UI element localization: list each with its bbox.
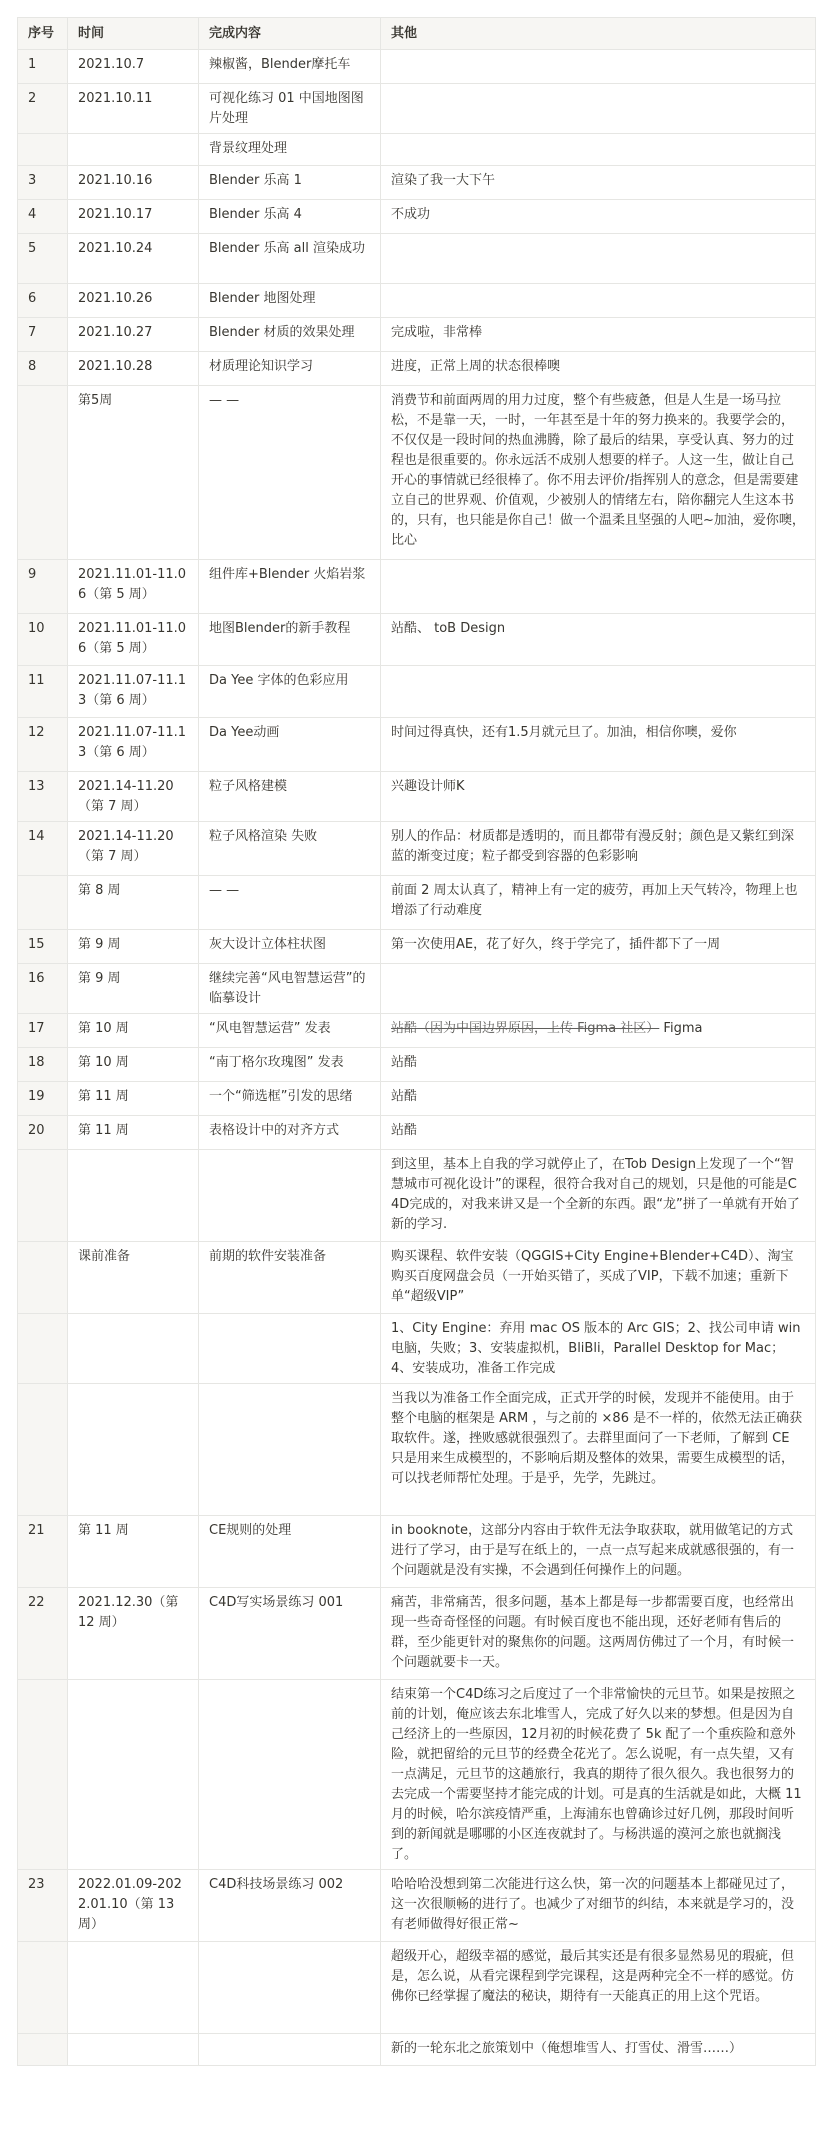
row-index-cell[interactable]: 17 <box>18 1014 68 1048</box>
row-content-cell[interactable]: 背景纹理处理 <box>199 134 381 166</box>
row-index-cell[interactable] <box>18 1150 68 1242</box>
row-time-cell[interactable]: 2021.14-11.20（第 7 周） <box>68 822 199 876</box>
row-content-cell[interactable]: 继续完善“风电智慧运营”的临摹设计 <box>199 964 381 1014</box>
table-row <box>18 964 816 1014</box>
row-notes-cell[interactable]: 完成啦，非常棒 <box>381 318 816 352</box>
row-time-cell[interactable]: 第 11 周 <box>68 1116 199 1150</box>
row-notes-cell[interactable]: 渲染了我一大下午 <box>381 166 816 200</box>
table-row <box>18 1314 816 1384</box>
row-content-cell[interactable]: “南丁格尔玫瑰图” 发表 <box>199 1048 381 1082</box>
row-time-cell[interactable]: 2021.10.24 <box>68 234 199 284</box>
row-content-cell[interactable]: 表格设计中的对齐方式 <box>199 1116 381 1150</box>
row-content-cell[interactable]: 粒子风格渲染 失败 <box>199 822 381 876</box>
table-row <box>18 284 816 318</box>
table-row <box>18 234 816 284</box>
row-content-cell[interactable]: Da Yee动画 <box>199 718 381 772</box>
table-row <box>18 1680 816 1870</box>
row-notes-cell[interactable]: 1、City Engine：弃用 mac OS 版本的 Arc GIS；2、找公司申请 win 电脑，失败；3、安装虚拟机，BliBli，Parallel Desktop for Mac；4、安装成功，准备工作完成 <box>381 1314 816 1384</box>
table-row <box>18 318 816 352</box>
table-row <box>18 1384 816 1516</box>
row-time-cell[interactable]: 2021.10.7 <box>68 50 199 84</box>
row-index-cell[interactable]: 10 <box>18 614 68 666</box>
row-index-cell[interactable] <box>18 1314 68 1384</box>
row-index-cell[interactable]: 3 <box>18 166 68 200</box>
row-notes-cell[interactable]: 第一次使用AE，花了好久，终于学完了，插件都下了一周 <box>381 930 816 964</box>
row-time-cell[interactable]: 第 8 周 <box>68 876 199 930</box>
row-time-cell[interactable]: 2021.10.16 <box>68 166 199 200</box>
row-content-cell[interactable] <box>199 1680 381 1870</box>
row-time-cell[interactable] <box>68 1314 199 1384</box>
table-row <box>18 1242 816 1314</box>
row-content-cell[interactable]: — — <box>199 876 381 930</box>
table-header-row <box>18 18 816 50</box>
row-index-cell[interactable]: 7 <box>18 318 68 352</box>
row-notes-cell[interactable] <box>381 134 816 166</box>
row-notes-cell[interactable] <box>381 560 816 614</box>
row-time-cell[interactable] <box>68 1150 199 1242</box>
row-index-cell[interactable]: 22 <box>18 1588 68 1680</box>
row-content-cell[interactable]: Blender 乐高 all 渲染成功 <box>199 234 381 284</box>
row-index-cell[interactable]: 21 <box>18 1516 68 1588</box>
row-content-cell[interactable]: — — <box>199 386 381 560</box>
table-row <box>18 822 816 876</box>
header-time[interactable]: 时间 <box>68 18 199 50</box>
row-time-cell[interactable]: 第 10 周 <box>68 1014 199 1048</box>
note-tail-text: Figma <box>659 1021 703 1036</box>
row-notes-cell[interactable]: 别人的作品：材质都是透明的，而且都带有漫反射；颜色是又紫红到深蓝的渐变过度；粒子都受到容器的色彩影响 <box>381 822 816 876</box>
row-notes-cell[interactable]: 站酷 <box>381 1116 816 1150</box>
row-notes-cell[interactable]: 哈哈哈没想到第二次能进行这么快，第一次的问题基本上都碰见过了，这一次很顺畅的进行了。也减少了对细节的纠结，本来就是学习的，没有老师做得好很正常~ <box>381 1870 816 1942</box>
row-notes-cell[interactable]: 到这里，基本上自我的学习就停止了，在Tob Design上发现了一个“智慧城市可视化设计”的课程，很符合我对自己的规划，只是他的可能是C4D完成的，对我来讲又是一个全新的东西。跟“龙”拼了一单就有开始了新的学习. <box>381 1150 816 1242</box>
row-index-cell[interactable]: 20 <box>18 1116 68 1150</box>
row-index-cell[interactable]: 8 <box>18 352 68 386</box>
row-notes-cell[interactable] <box>381 50 816 84</box>
table-row <box>18 876 816 930</box>
table-row <box>18 1942 816 2034</box>
row-content-cell[interactable]: 前期的软件安装准备 <box>199 1242 381 1314</box>
row-content-cell[interactable]: 粒子风格建模 <box>199 772 381 822</box>
row-content-cell[interactable] <box>199 1384 381 1516</box>
row-content-cell[interactable]: 灰大设计立体柱状图 <box>199 930 381 964</box>
row-time-cell[interactable]: 2021.10.28 <box>68 352 199 386</box>
row-time-cell[interactable] <box>68 1384 199 1516</box>
table-row <box>18 2034 816 2066</box>
row-notes-cell[interactable]: 购买课程、软件安装（QGGIS+City Engine+Blender+C4D）、淘宝购买百度网盘会员（一开始买错了，买成了VIP，下载不加速；重新下单“超级VIP” <box>381 1242 816 1314</box>
row-notes-cell[interactable] <box>381 84 816 134</box>
row-time-cell[interactable]: 2022.01.09-2022.01.10（第 13 周） <box>68 1870 199 1942</box>
row-time-cell[interactable] <box>68 2034 199 2066</box>
row-time-cell[interactable]: 2021.10.11 <box>68 84 199 134</box>
row-time-cell[interactable]: 2021.10.17 <box>68 200 199 234</box>
row-content-cell[interactable] <box>199 1150 381 1242</box>
row-content-cell[interactable]: Blender 乐高 1 <box>199 166 381 200</box>
row-time-cell[interactable]: 2021.11.07-11.13（第 6 周） <box>68 718 199 772</box>
table-row <box>18 614 816 666</box>
row-notes-cell[interactable]: 进度，正常上周的状态很棒噢 <box>381 352 816 386</box>
row-content-cell[interactable]: Da Yee 字体的色彩应用 <box>199 666 381 718</box>
row-index-cell[interactable]: 15 <box>18 930 68 964</box>
row-time-cell[interactable]: 第 10 周 <box>68 1048 199 1082</box>
row-time-cell[interactable]: 2021.10.26 <box>68 284 199 318</box>
row-notes-cell[interactable]: 痛苦，非常痛苦，很多问题，基本上都是每一步都需要百度，也经常出现一些奇奇怪怪的问题。有时候百度也不能出现，还好老师有售后的群，至少能更针对的聚焦你的问题。这两周仿佛过了一个月，有时候一个问题就要卡一天。 <box>381 1588 816 1680</box>
row-time-cell[interactable]: 2021.10.27 <box>68 318 199 352</box>
table-row <box>18 166 816 200</box>
row-time-cell[interactable]: 2021.12.30（第 12 周） <box>68 1588 199 1680</box>
row-time-cell[interactable] <box>68 1942 199 2034</box>
row-content-cell[interactable]: 材质理论知识学习 <box>199 352 381 386</box>
row-notes-cell[interactable]: 新的一轮东北之旅策划中（俺想堆雪人、打雪仗、滑雪……） <box>381 2034 816 2066</box>
row-time-cell[interactable] <box>68 1680 199 1870</box>
table-row <box>18 666 816 718</box>
row-notes-cell[interactable]: 超级开心，超级幸福的感觉，最后其实还是有很多显然易见的瑕疵，但是，怎么说，从看完课程到学完课程，这是两种完全不一样的感觉。仿佛你已经掌握了魔法的秘诀，期待有一天能真正的用上这个咒语。 <box>381 1942 816 2034</box>
row-notes-cell[interactable]: 当我以为准备工作全面完成，正式开学的时候，发现并不能使用。由于整个电脑的框架是 ARM ，与之前的 ×86 是不一样的，依然无法正确获取软件。遂，挫败感就很强烈了。去群里面问了一下老师，了解到 CE 只是用来生成模型的，不影响后期及整体的效果，需要生成模型的话，可以找老师帮忙处理。于是乎，先学，先跳过。 <box>381 1384 816 1516</box>
table-row <box>18 84 816 134</box>
row-content-cell[interactable]: 可视化练习 01 中国地图图片处理 <box>199 84 381 134</box>
row-index-cell[interactable]: 13 <box>18 772 68 822</box>
row-notes-cell[interactable]: 站酷 <box>381 1082 816 1116</box>
row-time-cell[interactable]: 课前准备 <box>68 1242 199 1314</box>
table-row <box>18 1014 816 1048</box>
header-notes[interactable]: 其他 <box>381 18 816 50</box>
table-row <box>18 1588 816 1680</box>
row-content-cell[interactable]: 地图Blender的新手教程 <box>199 614 381 666</box>
table-row <box>18 718 816 772</box>
row-time-cell[interactable]: 第 11 周 <box>68 1516 199 1588</box>
row-content-cell[interactable]: 辣椒酱，Blender摩托车 <box>199 50 381 84</box>
table-row <box>18 772 816 822</box>
row-content-cell[interactable]: Blender 材质的效果处理 <box>199 318 381 352</box>
row-time-cell[interactable]: 2021.11.01-11.06（第 5 周） <box>68 614 199 666</box>
row-index-cell[interactable]: 1 <box>18 50 68 84</box>
table-row <box>18 352 816 386</box>
table-row <box>18 50 816 84</box>
row-index-cell[interactable]: 16 <box>18 964 68 1014</box>
header-index[interactable]: 序号 <box>18 18 68 50</box>
row-notes-cell[interactable]: 不成功 <box>381 200 816 234</box>
row-content-cell[interactable]: CE规则的处理 <box>199 1516 381 1588</box>
row-index-cell[interactable] <box>18 2034 68 2066</box>
row-notes-cell[interactable]: 前面 2 周太认真了，精神上有一定的疲劳，再加上天气转冷，物理上也增添了行动难度 <box>381 876 816 930</box>
row-notes-cell[interactable] <box>381 284 816 318</box>
row-index-cell[interactable] <box>18 1942 68 2034</box>
table-row <box>18 560 816 614</box>
row-notes-cell[interactable] <box>381 964 816 1014</box>
table-row <box>18 1516 816 1588</box>
row-index-cell[interactable] <box>18 386 68 560</box>
row-index-cell[interactable]: 19 <box>18 1082 68 1116</box>
row-index-cell[interactable]: 9 <box>18 560 68 614</box>
table-row <box>18 1870 816 1942</box>
row-notes-cell[interactable]: 站酷、 toB Design <box>381 614 816 666</box>
table-row <box>18 1116 816 1150</box>
table-body <box>18 50 816 2066</box>
table-row <box>18 1048 816 1082</box>
progress-table <box>17 17 816 2066</box>
row-notes-cell[interactable]: 兴趣设计师K <box>381 772 816 822</box>
row-notes-cell[interactable]: 时间过得真快，还有1.5月就元旦了。加油，相信你噢，爱你 <box>381 718 816 772</box>
row-index-cell[interactable] <box>18 1384 68 1516</box>
row-index-cell[interactable]: 2 <box>18 84 68 134</box>
row-time-cell[interactable]: 第 9 周 <box>68 930 199 964</box>
row-notes-cell[interactable]: 结束第一个C4D练习之后度过了一个非常愉快的元旦节。如果是按照之前的计划，俺应该去东北堆雪人，完成了好久以来的梦想。但是因为自己经济上的一些原因，12月初的时候花费了 5k 配了一个重疾险和意外险，就把留给的元旦节的经费全花光了。怎么说呢，有一点失望，又有一点满足，元旦节的这趟旅行，我真的期待了很久很久。我也很努力的去完成一个需要坚持才能完成的计划。可是真的生活就是如此，大概 11 月的时候，哈尔滨疫情严重，上海浦东也曾确诊过好几例，那段时间听到的新闻就是哪哪的小区连夜就封了。与杨洪遥的漠河之旅也就搁浅了。 <box>381 1680 816 1870</box>
row-time-cell[interactable]: 第5周 <box>68 386 199 560</box>
row-content-cell[interactable]: Blender 地图处理 <box>199 284 381 318</box>
row-time-cell[interactable]: 2021.11.07-11.13（第 6 周） <box>68 666 199 718</box>
row-index-cell[interactable]: 14 <box>18 822 68 876</box>
row-notes-cell[interactable]: in booknote，这部分内容由于软件无法争取获取，就用做笔记的方式进行了学习，由于是写在纸上的，一点一点写起来成就感很强的，有一个问题就是没有实操，不会遇到任何操作上的问题。 <box>381 1516 816 1588</box>
table-row <box>18 386 816 560</box>
row-time-cell[interactable]: 第 11 周 <box>68 1082 199 1116</box>
row-content-cell[interactable] <box>199 1942 381 2034</box>
struck-note-text: 站酷（因为中国边界原因，上传 Figma 社区） <box>391 1021 660 1036</box>
row-time-cell[interactable]: 2021.14-11.20（第 7 周） <box>68 772 199 822</box>
table-row <box>18 200 816 234</box>
row-notes-cell[interactable] <box>381 1014 816 1048</box>
row-index-cell[interactable]: 6 <box>18 284 68 318</box>
row-time-cell[interactable]: 第 9 周 <box>68 964 199 1014</box>
table-row <box>18 134 816 166</box>
row-content-cell[interactable]: Blender 乐高 4 <box>199 200 381 234</box>
row-content-cell[interactable]: 一个“筛选框”引发的思绪 <box>199 1082 381 1116</box>
progress-table-container <box>17 17 815 2066</box>
row-notes-cell[interactable] <box>381 234 816 284</box>
row-index-cell[interactable]: 18 <box>18 1048 68 1082</box>
row-index-cell[interactable]: 5 <box>18 234 68 284</box>
row-index-cell[interactable] <box>18 1680 68 1870</box>
row-time-cell[interactable]: 2021.11.01-11.06（第 5 周） <box>68 560 199 614</box>
table-row <box>18 1150 816 1242</box>
row-index-cell[interactable]: 23 <box>18 1870 68 1942</box>
row-index-cell[interactable]: 12 <box>18 718 68 772</box>
row-index-cell[interactable] <box>18 1242 68 1314</box>
table-row <box>18 1082 816 1116</box>
table-row <box>18 930 816 964</box>
row-index-cell[interactable] <box>18 876 68 930</box>
row-time-cell[interactable] <box>68 134 199 166</box>
row-index-cell[interactable] <box>18 134 68 166</box>
header-content[interactable]: 完成内容 <box>199 18 381 50</box>
row-index-cell[interactable]: 4 <box>18 200 68 234</box>
row-content-cell[interactable] <box>199 1314 381 1384</box>
row-notes-cell[interactable]: 消费节和前面两周的用力过度，整个有些疲惫，但是人生是一场马拉松，不是靠一天，一时，一年甚至是十年的努力换来的。我要学会的，不仅仅是一段时间的热血沸腾，除了最后的结果，享受认真、努力的过程也是很重要的。你永远活不成别人想要的样子。人这一生，做让自己开心的事情就已经很棒了。你不用去评价/指挥别人的意念，但是需要建立自己的世界观、价值观，少被别人的情绪左右，陪你翻完人生这本书的，只有，也只能是你自己！做一个温柔且坚强的人吧~加油，爱你噢，比心 <box>381 386 816 560</box>
row-content-cell[interactable] <box>199 2034 381 2066</box>
row-index-cell[interactable]: 11 <box>18 666 68 718</box>
row-content-cell[interactable]: C4D写实场景练习 001 <box>199 1588 381 1680</box>
row-notes-cell[interactable]: 站酷 <box>381 1048 816 1082</box>
row-content-cell[interactable]: “风电智慧运营” 发表 <box>199 1014 381 1048</box>
row-content-cell[interactable]: C4D科技场景练习 002 <box>199 1870 381 1942</box>
row-content-cell[interactable]: 组件库+Blender 火焰岩浆 <box>199 560 381 614</box>
row-notes-cell[interactable] <box>381 666 816 718</box>
